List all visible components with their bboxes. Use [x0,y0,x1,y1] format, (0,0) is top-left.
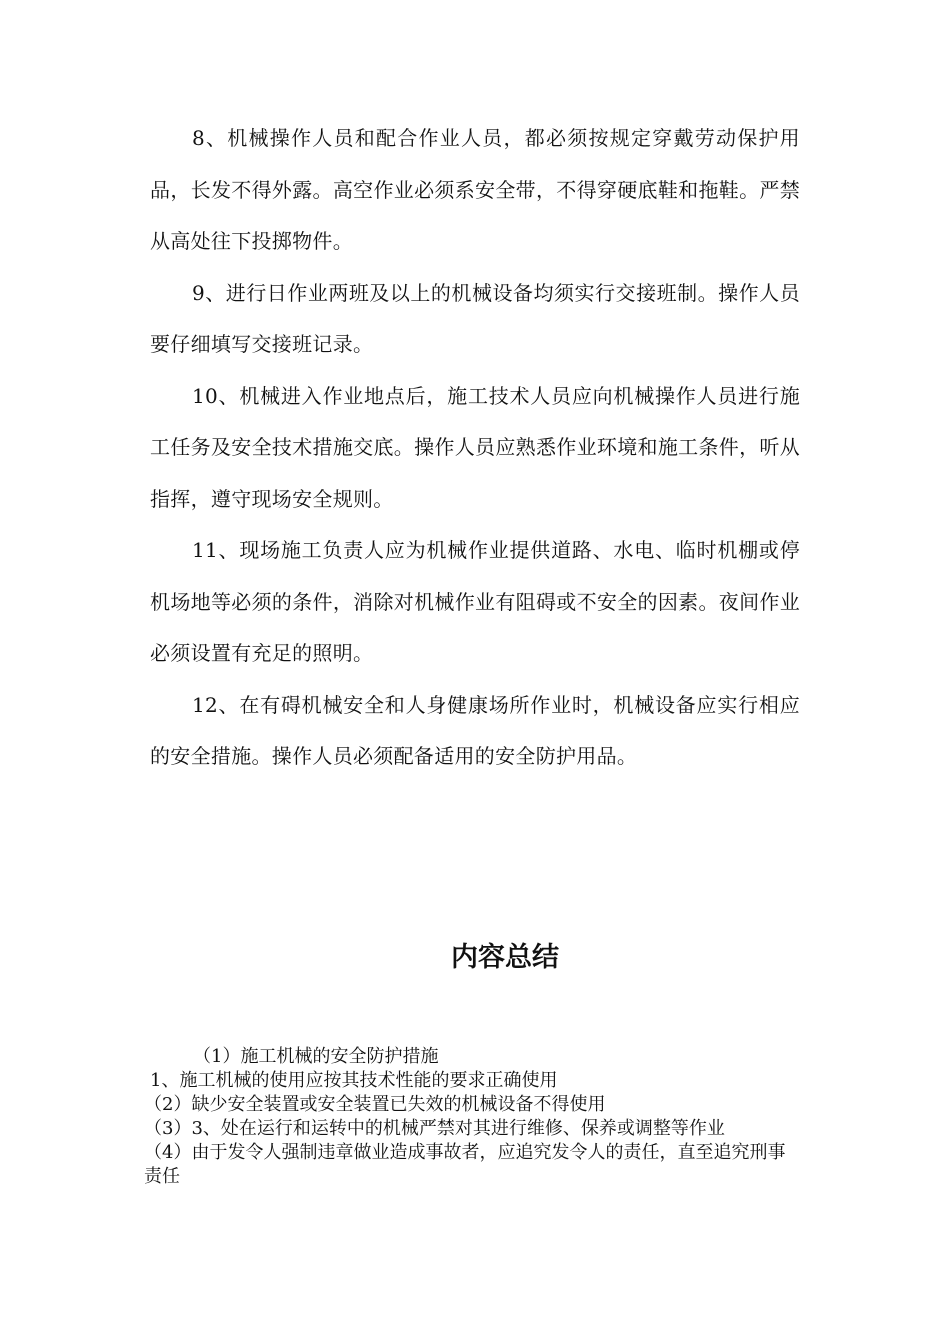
paragraph-10: 10、机械进入作业地点后，施工技术人员应向机械操作人员进行施工任务及安全技术措施交底。操作人员应熟悉作业环境和施工条件，听从指挥，遵守现场安全规则。 [150,383,800,511]
summary-item: （2）缺少安全装置或安全装置已失效的机械设备不得使用 [144,1094,606,1115]
paragraph-11: 11、现场施工负责人应为机械作业提供道路、水电、临时机棚或停机场地等必须的条件，消除对机械作业有阻碍或不安全的因素。夜间作业必须设置有充足的照明。 [150,538,800,665]
paragraph-8: 8、机械操作人员和配合作业人员，都必须按规定穿戴劳动保护用品，长发不得外露。高空作业必须系安全带，不得穿硬底鞋和拖鞋。严禁从高处往下投掷物件。 [150,126,800,253]
paragraph-9: 9、进行日作业两班及以上的机械设备均须实行交接班制。操作人员要仔细填写交接班记录。 [150,280,800,356]
summary-title: 内容总结 [451,942,559,973]
summary-item: （3）3、处在运行和运转中的机械严禁对其进行维修、保养或调整等作业 [144,1118,725,1139]
summary-list [144,1045,800,1189]
summary-item: （4）由于发令人强制违章做业造成事故者，应追究发令人的责任，直至追究刑事责任 [144,1142,786,1187]
body-text [150,113,800,783]
summary-item: 1、施工机械的使用应按其技术性能的要求正确使用 [150,1070,558,1091]
summary-item: （1）施工机械的安全防护措施 [193,1046,439,1067]
paragraph-12: 12、在有碍机械安全和人身健康场所作业时，机械设备应实行相应的安全措施。操作人员必须配备适用的安全防护用品。 [150,692,800,768]
